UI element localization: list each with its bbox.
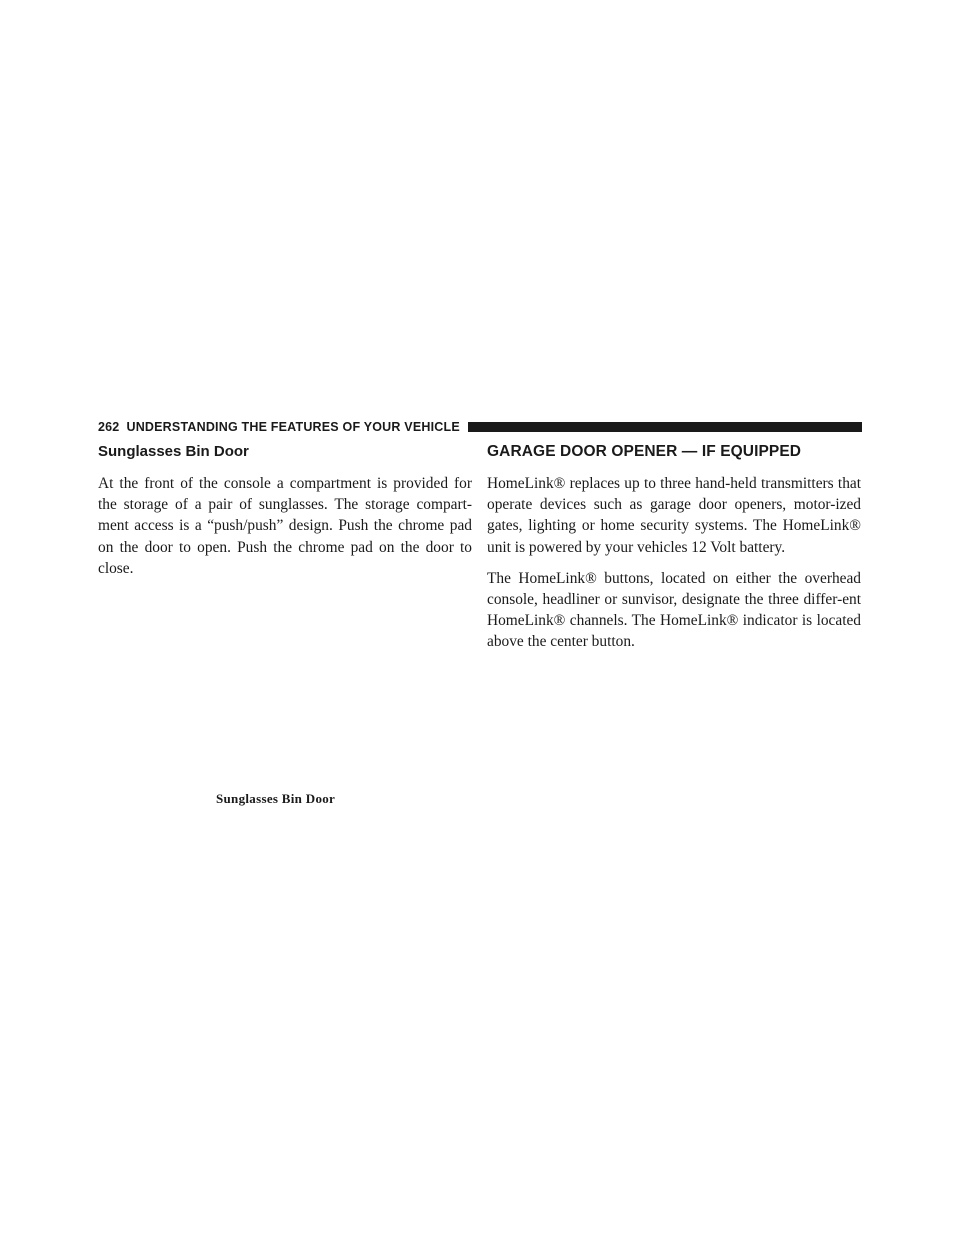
sunglasses-bin-door-heading: Sunglasses Bin Door [98, 443, 249, 460]
page-header [98, 420, 862, 434]
section-title: UNDERSTANDING THE FEATURES OF YOUR VEHICLE [126, 420, 460, 434]
right-column [487, 442, 861, 663]
header-rule [468, 422, 862, 432]
sunglasses-bin-door-paragraph: At the front of the console a compartment is provided for the storage of a pair of sunglasses. The storage compart-ment access is a “push/push” design. Push the chrome pad on the door to open. Push the chrome pad on the door to close. [98, 475, 472, 577]
left-column [98, 442, 472, 589]
page-number: 262 [98, 420, 120, 434]
figure-caption: Sunglasses Bin Door [216, 791, 336, 806]
homelink-paragraph-2: The HomeLink® buttons, located on either the overhead console, headliner or sunvisor, designate the three differ-ent HomeLink® channels. The HomeLink® indicator is located above the center button. [487, 569, 861, 651]
garage-door-opener-heading: GARAGE DOOR OPENER — IF EQUIPPED [487, 443, 802, 460]
homelink-paragraph-1: HomeLink® replaces up to three hand-held transmitters that operate devices such as garage door openers, motor-ized gates, lighting or home security systems. The HomeLink® unit is powered by your vehicles 12 Volt battery. [487, 475, 861, 556]
